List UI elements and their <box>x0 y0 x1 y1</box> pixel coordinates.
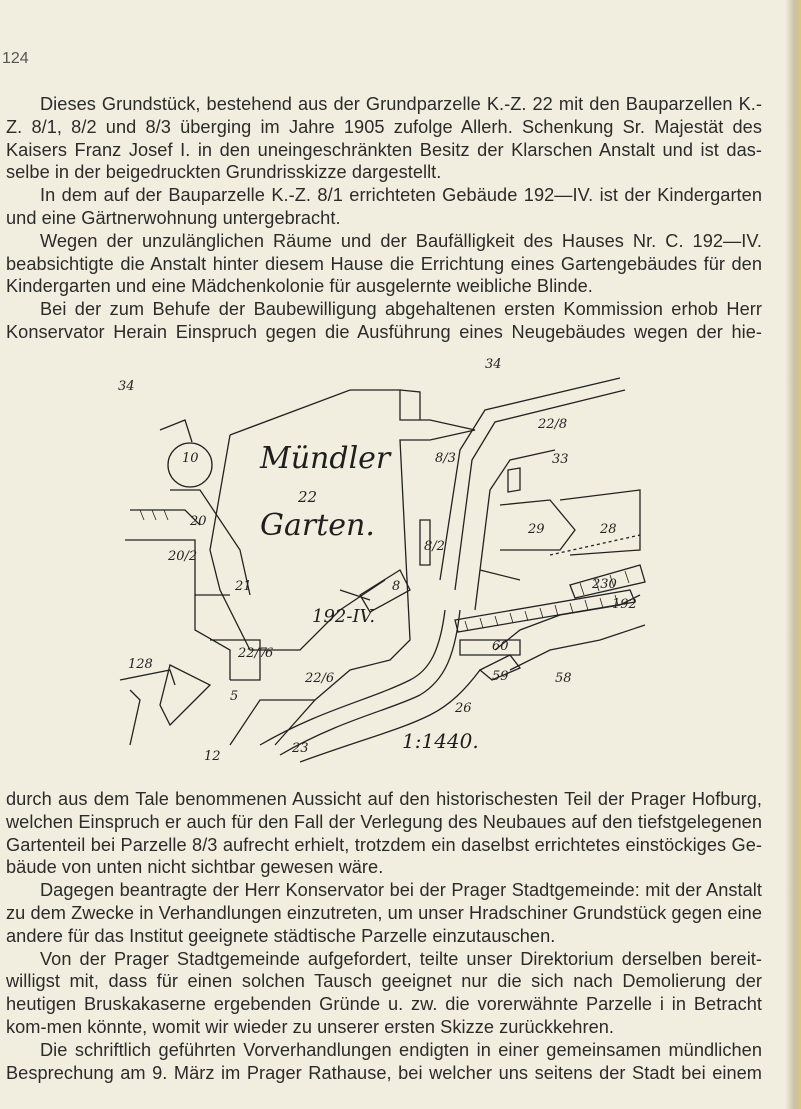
parcel-label: 12 <box>204 749 221 764</box>
paragraph: Bei der zum Behufe der Baubewilligung abgehaltenen ersten Kommission erhob Herr Konservator Herain Einspruch gegen die Ausführung eines Neugebäudes wegen der hie- <box>6 299 762 342</box>
parcel-label: 29 <box>528 522 545 537</box>
parcel-label: 10 <box>182 451 199 466</box>
paragraph: durch aus dem Tale benommenen Aussicht auf den historischesten Teil der Prager Hofburg, welchen Einspruch er auch für den Fall der Verlegung des Neubaues auf den tiefstgelegenen Gartenteil bei Parzelle 8/3 aufrecht erhielt, trotzdem ein daselbst errichtetes einstöckiges Ge-bäude von unten nicht sichtbar gewesen wäre. <box>6 789 762 878</box>
parcel-label: 22/7 <box>238 646 268 661</box>
parcel-label: 20 <box>190 514 207 529</box>
parcel-label: 8 <box>392 579 401 594</box>
parcel-label: 230 <box>592 577 617 592</box>
parcel-label: 192 <box>612 597 637 612</box>
paragraph: In dem auf der Bauparzelle K.-Z. 8/1 errichteten Gebäude 192—IV. ist der Kindergarten und eine Gärtnerwohnung untergebracht. <box>6 185 762 228</box>
scale-label: 1:1440. <box>402 729 479 753</box>
paragraph: Dagegen beantragte der Herr Konservator bei der Prager Stadtgemeinde: mit der Anstalt zu dem Zwecke in Verhandlungen einzutreten, um unser Hradschiner Grundstück gegen eine andere für das Institut geeignete städtische Parzelle einzutauschen. <box>6 880 762 946</box>
parcel-label: 128 <box>128 657 153 672</box>
parcel-label: 8/2 <box>424 539 445 554</box>
handwritten-label-top: Mündler <box>260 441 391 476</box>
paragraph: Dieses Grundstück, bestehend aus der Grundparzelle K.-Z. 22 mit den Bauparzellen K.-Z. 8/1, 8/2 und 8/3 überging im Jahre 1905 zufolge Allerh. Schenkung Sr. Majestät des Kaisers Franz Josef I. in den uneingeschränkten Besitz der Klarschen Anstalt und ist das-selbe in der beigedruckten Grundrisskizze dargestellt. <box>6 94 762 183</box>
page-number: 124 <box>2 50 29 67</box>
parcel-label: 23 <box>292 741 309 756</box>
text-block-bottom <box>6 788 762 1084</box>
page-edge <box>785 0 801 1109</box>
parcel-label: 8/3 <box>435 451 456 466</box>
parcel-label: 22/8 <box>538 417 568 432</box>
parcel-label: 34 <box>118 379 135 394</box>
parcel-label: 58 <box>555 671 572 686</box>
parcel-label: 34 <box>485 357 502 372</box>
parcel-label: 28 <box>600 522 617 537</box>
paragraph: Von der Prager Stadtgemeinde aufgefordert, teilte unser Direktorium derselben bereit-willigst mit, dass für einen solchen Tausch geeignet nur die sich nach Demolierung der heutigen Bruskakaserne ergebenden Gründe u. zw. die vorerwähnte Parzelle i in Betracht kom-men könnte, womit wir wieder zu unserer ersten Skizze zurückkehren. <box>6 948 762 1037</box>
parcel-label: 60 <box>492 639 509 654</box>
house-label: 192-IV. <box>312 606 376 627</box>
parcel-label: 21 <box>235 579 252 594</box>
paragraph: Die schriftlich geführten Vorverhandlungen endigten in einer gemeinsamen mündlichen Besprechung am 9. März im Prager Rathause, bei welcher uns seitens der Stadt bei einem <box>6 1039 762 1083</box>
parcel-label: 20/2 <box>168 549 198 564</box>
parcel-label: 26 <box>455 701 472 716</box>
parcel-label: 59 <box>492 669 509 684</box>
text-block-top <box>6 93 762 344</box>
parcel-label: 6 <box>265 646 274 661</box>
main-parcel-number: 22 <box>298 488 318 506</box>
paragraph: Wegen der unzulänglichen Räume und der Baufälligkeit des Hauses Nr. C. 192—IV. beabsichtigte die Anstalt hinter diesem Hause die Errichtung eines Gartengebäudes für den Kindergarten und eine Mädchenkolonie für ausgelernte weibliche Blinde. <box>6 230 762 297</box>
site-plan <box>100 350 660 775</box>
handwritten-label-bottom: Garten. <box>260 508 375 543</box>
parcel-label: 33 <box>552 452 569 467</box>
site-plan-drawing <box>100 350 660 775</box>
parcel-label: 5 <box>230 689 239 704</box>
parcel-label: 22/6 <box>305 671 335 686</box>
